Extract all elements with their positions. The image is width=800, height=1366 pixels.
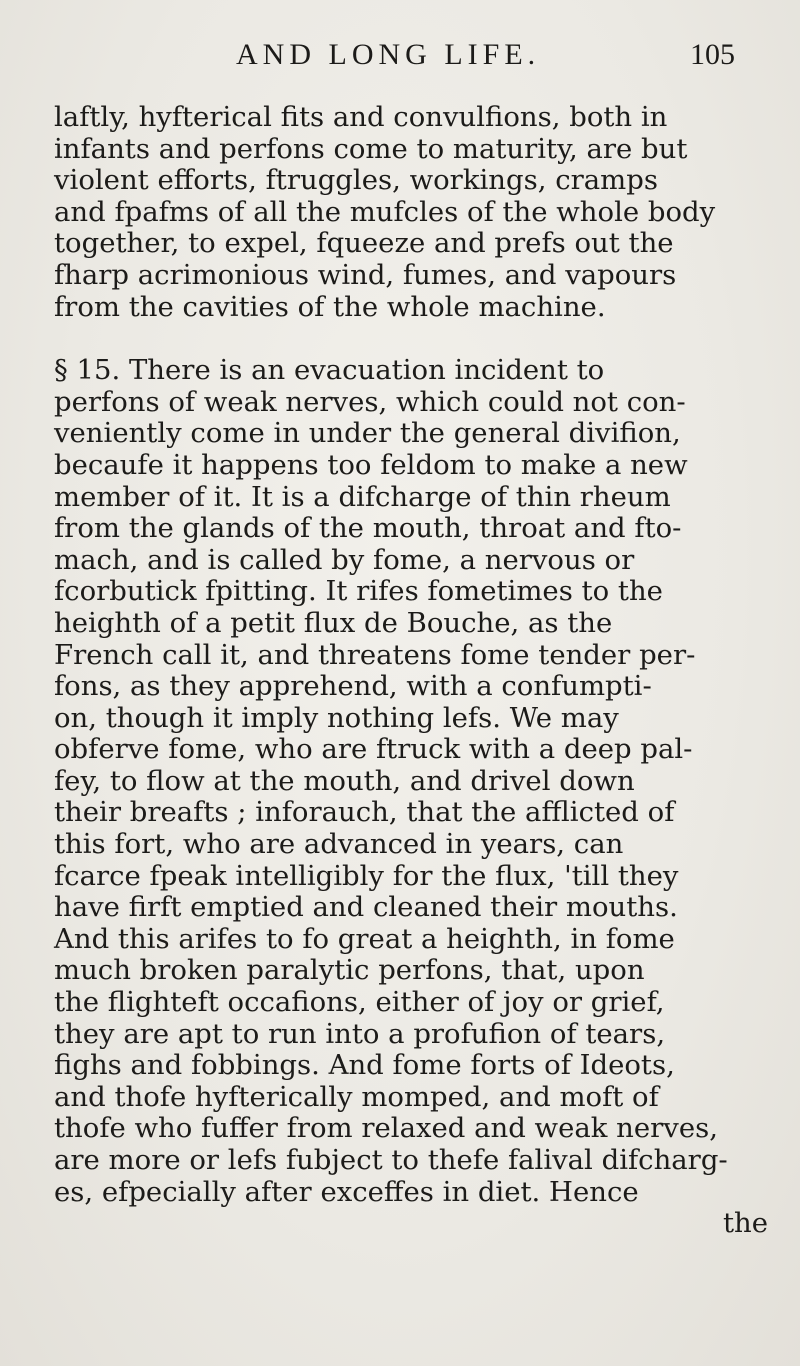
text-line: and thofe hyfterically momped, and moft of: [54, 1080, 659, 1113]
running-head-title: AND LONG LIFE.: [236, 38, 541, 71]
text-line: this fort, who are advanced in years, can: [54, 828, 624, 861]
text-line: § 15. There is an evacuation incident to: [54, 354, 605, 387]
body-text: [54, 102, 784, 1240]
text-line: laftly, hyfterical fits and convulfions, both in: [54, 101, 668, 133]
text-line: veniently come in under the general divifion,: [54, 417, 681, 450]
text-line: fharp acrimonious wind, fumes, and vapours: [54, 258, 677, 291]
text-line: are more or lefs fubject to thefe falival difcharg-: [54, 1144, 728, 1176]
text-line: together, to expel, fqueeze and prefs out the: [54, 227, 674, 260]
text-line: much broken paralytic perfons, that, upon: [54, 954, 645, 987]
text-line: mach, and is called by fome, a nervous or: [54, 543, 635, 576]
paragraph-gap: [54, 323, 784, 355]
paragraph-1: [54, 102, 784, 323]
text-line: es, efpecially after exceffes in diet. Hence: [54, 1175, 639, 1208]
text-line: obferve fome, who are ftruck with a deep pal-: [54, 733, 693, 766]
text-line: have firft emptied and cleaned their mouths.: [54, 891, 678, 924]
text-line: fons, as they apprehend, with a confumpti-: [54, 670, 652, 703]
text-line: from the cavities of the whole machine.: [54, 290, 606, 323]
text-line: fighs and fobbings. And fome forts of Ideots,: [54, 1049, 675, 1082]
text-line: their breafts ; inforauch, that the afflicted of: [54, 796, 675, 829]
text-line: fey, to flow at the mouth, and drivel down: [54, 764, 635, 797]
text-line: becaufe it happens too feldom to make a new: [54, 448, 688, 481]
text-line: thofe who fuffer from relaxed and weak nerves,: [54, 1112, 718, 1145]
page-number: 105: [690, 38, 735, 71]
catchword: the: [722, 1207, 768, 1240]
text-line: the flighteft occafions, either of joy or grief,: [54, 986, 665, 1019]
text-line: heighth of a petit flux de Bouche, as the: [54, 606, 613, 639]
text-line: infants and perfons come to maturity, are but: [54, 132, 688, 165]
text-line: and fpafms of all the mufcles of the whole body: [54, 195, 716, 228]
text-line: perfons of weak nerves, which could not con-: [54, 385, 686, 418]
text-line: violent efforts, ftruggles, workings, cramps: [54, 164, 658, 197]
text-line: fcarce fpeak intelligibly for the flux, 'till they: [54, 859, 679, 892]
text-line: French call it, and threatens fome tender per-: [54, 638, 696, 671]
text-line: member of it. It is a difcharge of thin rheum: [54, 480, 671, 513]
text-line: on, though it imply nothing lefs. We may: [54, 701, 619, 734]
text-line: they are apt to run into a profufion of tears,: [54, 1017, 666, 1050]
text-line: from the glands of the mouth, throat and fto-: [54, 512, 682, 545]
text-line: fcorbutick fpitting. It rifes fometimes to the: [54, 575, 663, 608]
paragraph-2: [54, 355, 784, 1240]
text-line: And this arifes to fo great a heighth, in fome: [54, 922, 675, 955]
